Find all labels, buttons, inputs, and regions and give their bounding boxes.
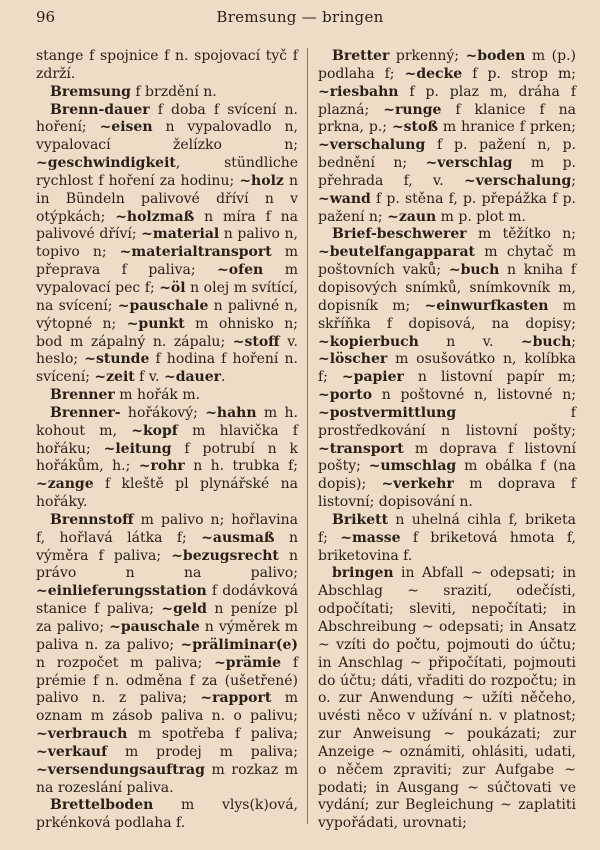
column-divider [307, 48, 308, 824]
entry-term: Brennstoff [50, 511, 134, 528]
entry-term: ~einlieferungsstation [36, 583, 207, 600]
entry-term: ~ofen [217, 262, 264, 279]
entry-headword: bringen [332, 565, 394, 582]
entry-term: ~runge [383, 101, 442, 118]
entry-term: ~stoff [232, 333, 280, 350]
running-title: Bremsung — bringen [216, 8, 384, 26]
entry-term: ~kopierbuch [318, 333, 419, 350]
entry-term: ~wand [318, 190, 371, 207]
entry-term: Brenner- [50, 404, 121, 421]
entry-term: ~einwurfkasten [424, 297, 549, 314]
entry-term: Brenn-dauer [50, 101, 150, 118]
entry-term: ~material [141, 226, 220, 243]
entry-term: ~geld [161, 601, 207, 618]
entry-term: ~masse [340, 529, 401, 546]
entry-term: ~geschwindigkeit [36, 155, 176, 172]
entry-term: ~verkauf [36, 743, 108, 760]
entry-term: Brikett [332, 511, 389, 528]
entry-term: ~bezugsrecht [171, 547, 279, 564]
entry-term: ~punkt [126, 315, 185, 332]
entry-term: ~verkehr [381, 476, 454, 493]
dictionary-entry: Bretter prkenný; ~boden m (p.) podlaha f; ~decke f p. strop m; ~riesbahn f p. plaz m, dráha f plazná; ~runge f klanice f na prkna, p.; ~stoß m hranice f prken; ~verschalung f p. pažení n, p. bednění n; ~verschlag m p. přehrada f, v. ~verschalung; ~wand f p. stěna f, p. přepážka f p. pažení n; ~zaun m p. plot m. [318, 48, 577, 225]
dictionary-entry: Brettelboden m vlys(k)ová, prkénková podlaha f. [36, 797, 298, 832]
entry-body: in Abfall ~ odepsati; in Abschlag ~ srazití, odečísti, odpočítati; sleviti, nepočítati; in Abschreibung ~ odepsati; in Ansatz ~ vzíti do počtu, pojmouti do účtu; in Anschlag ~ připočítati, pojmouti do účtu; dáti, vřaditi do rozpočtu; in o. zur Anwendung ~ užíti něčeho, uvésti něco v užívání n. v platnost; zur Anweisung ~ poukázati; zur Anzeige ~ oznámiti, ohlásiti, udati, o něčem zpraviti; zur Aufgabe ~ podati; in Ausgang ~ súčtovati ve vydání; zur Begleichung ~ zaplatiti vypořádati, urovnati; [318, 565, 576, 832]
entry-term: ~verschlag [425, 155, 513, 172]
entry-term: Brettelboden [50, 797, 154, 814]
entry-term: ~holz [239, 172, 284, 189]
entry-term: ~riesbahn [318, 83, 399, 100]
entry-term: Bremsung [50, 83, 131, 100]
entry-term: ~kopf [131, 422, 178, 439]
entry-term: ~zaun [387, 208, 437, 225]
entry-term: ~boden [465, 48, 526, 64]
entry-term: ~verbrauch [36, 726, 128, 743]
running-header [0, 8, 600, 30]
dictionary-entry: stange f spojnice f n. spojovací tyč f zdrží. [36, 48, 298, 82]
entry-term: ~beutelfangapparat [318, 244, 475, 261]
entry-term: ~decke [404, 65, 463, 82]
entry-term: ~prämie [214, 654, 282, 671]
entry-term: ~leitung [103, 440, 172, 457]
entry-term: ~porto [318, 387, 373, 404]
entry-term: Brief-beschwerer [332, 226, 467, 243]
dictionary-entry: Brikett n uhelná cihla f, briketa f; ~masse f briketová hmota f, briketovina f. [318, 511, 576, 564]
entry-term: ~dauer [163, 369, 222, 386]
entry-term: ~rapport [200, 690, 272, 707]
right-column [318, 48, 576, 833]
dictionary-entry: Brennstoff m palivo n; hořlavina f, hořlavá látka f; ~ausmaß n výměra f paliva; ~bezugsrecht n právo n na palivo; ~einlieferungsstation f dodávková stanice f paliva; ~geld n peníze pl za palivo; ~pauschale n výměrek m paliva n. za palivo; ~präliminar(e) n rozpočet m paliva; ~prämie f prémie f n. odměna f za (ušetřené) palivo n. z paliva; ~rapport m oznam m zásob paliva n. o palivu; ~verbrauch m spotřeba f paliva; ~verkauf m prodej m paliva; ~versendungsauftrag m rozkaz m na rozeslání paliva. [36, 511, 299, 796]
entry-term: ~verschalung [318, 137, 426, 154]
dictionary-entry: Bremsung f brzdění n. [50, 83, 217, 100]
entry-term: Bretter [332, 48, 390, 64]
entry-term: ~papier [341, 369, 404, 386]
dictionary-entry: Brenner m hořák m. [50, 387, 201, 404]
dictionary-entry: Brenn-dauer f doba f svícení n. hoření; ~eisen n vypalovadlo n, vypalovací želízko n; ~geschwindigkeit, stündliche rychlost f hoření za hodinu; ~holz n in Bündeln palivové dříví n v otýpkách; ~holzmaß n míra f na palivové dříví; ~material n palivo n, topivo n; ~materialtransport m přeprava f paliva; ~ofen m vypalovací pec f; ~öl n olej m svítící, na svícení; ~pauschale n palivné n, výtopné n; ~punkt m ohnisko n; bod m zápalný n. zápalu; ~stoff v. heslo; ~stunde f hodina f hoření n. svícení; ~zeit f v. ~dauer. [36, 101, 299, 386]
dictionary-entry-bringen [318, 565, 576, 833]
entry-term: ~stoß [391, 119, 438, 136]
entry-term: ~zange [36, 476, 94, 493]
entry-term: ~rohr [138, 458, 185, 475]
entry-term: ~ausmaß [201, 529, 275, 546]
entry-term: ~buch [448, 262, 500, 279]
page-number: 96 [36, 8, 56, 26]
entry-term: ~verschalung [464, 172, 572, 189]
entry-term: ~materialtransport [119, 244, 272, 261]
entry-term: ~pauschale [109, 619, 200, 635]
entry-term: ~hahn [205, 404, 257, 421]
entry-term: ~holzmaß [115, 208, 195, 225]
entry-term: ~öl [159, 279, 186, 296]
entry-term: ~pauschale [117, 297, 209, 314]
entry-term: ~transport [318, 440, 404, 457]
entry-term: ~versendungsauftrag [36, 761, 205, 778]
dictionary-entry: Brenner- hořákový; ~hahn m h. kohout m, ~kopf m hlavička f hořáku; ~leitung f potrubí n k hořákům, h.; ~rohr n h. trubka f; ~zange f kleště pl plynářské na hořáky. [36, 404, 299, 511]
entry-term: ~umschlag [368, 458, 457, 475]
entry-term: Brenner [50, 387, 115, 404]
entry-term: ~buch [520, 333, 572, 350]
entry-term: ~löscher [318, 351, 388, 368]
entry-term: ~stunde [84, 351, 150, 368]
dictionary-entry: Brief-beschwerer m těžítko n; ~beutelfangapparat m chytač m poštovních vaků; ~buch n kniha f dopisových snímků, snímkovník m, dopisník m; ~einwurfkasten m skříňka f dopisová, na dopisy; ~kopierbuch n v. ~buch; ~löscher m osušovátko n, kolíbka f; ~papier n listovní papír m; ~porto n poštovné n, listovné n; ~postvermittlung f prostředkování n listovní pošty; ~transport m doprava f listovní pošty; ~umschlag m obálka f (na dopis); ~verkehr m doprava f listovní; dopisování n. [318, 226, 577, 511]
entry-term: ~eisen [99, 119, 153, 136]
left-column [36, 48, 298, 833]
entry-term: ~präliminar(e) [180, 636, 298, 653]
entry-term: ~zeit [94, 369, 135, 386]
entry-term: ~postvermittlung [318, 404, 457, 421]
